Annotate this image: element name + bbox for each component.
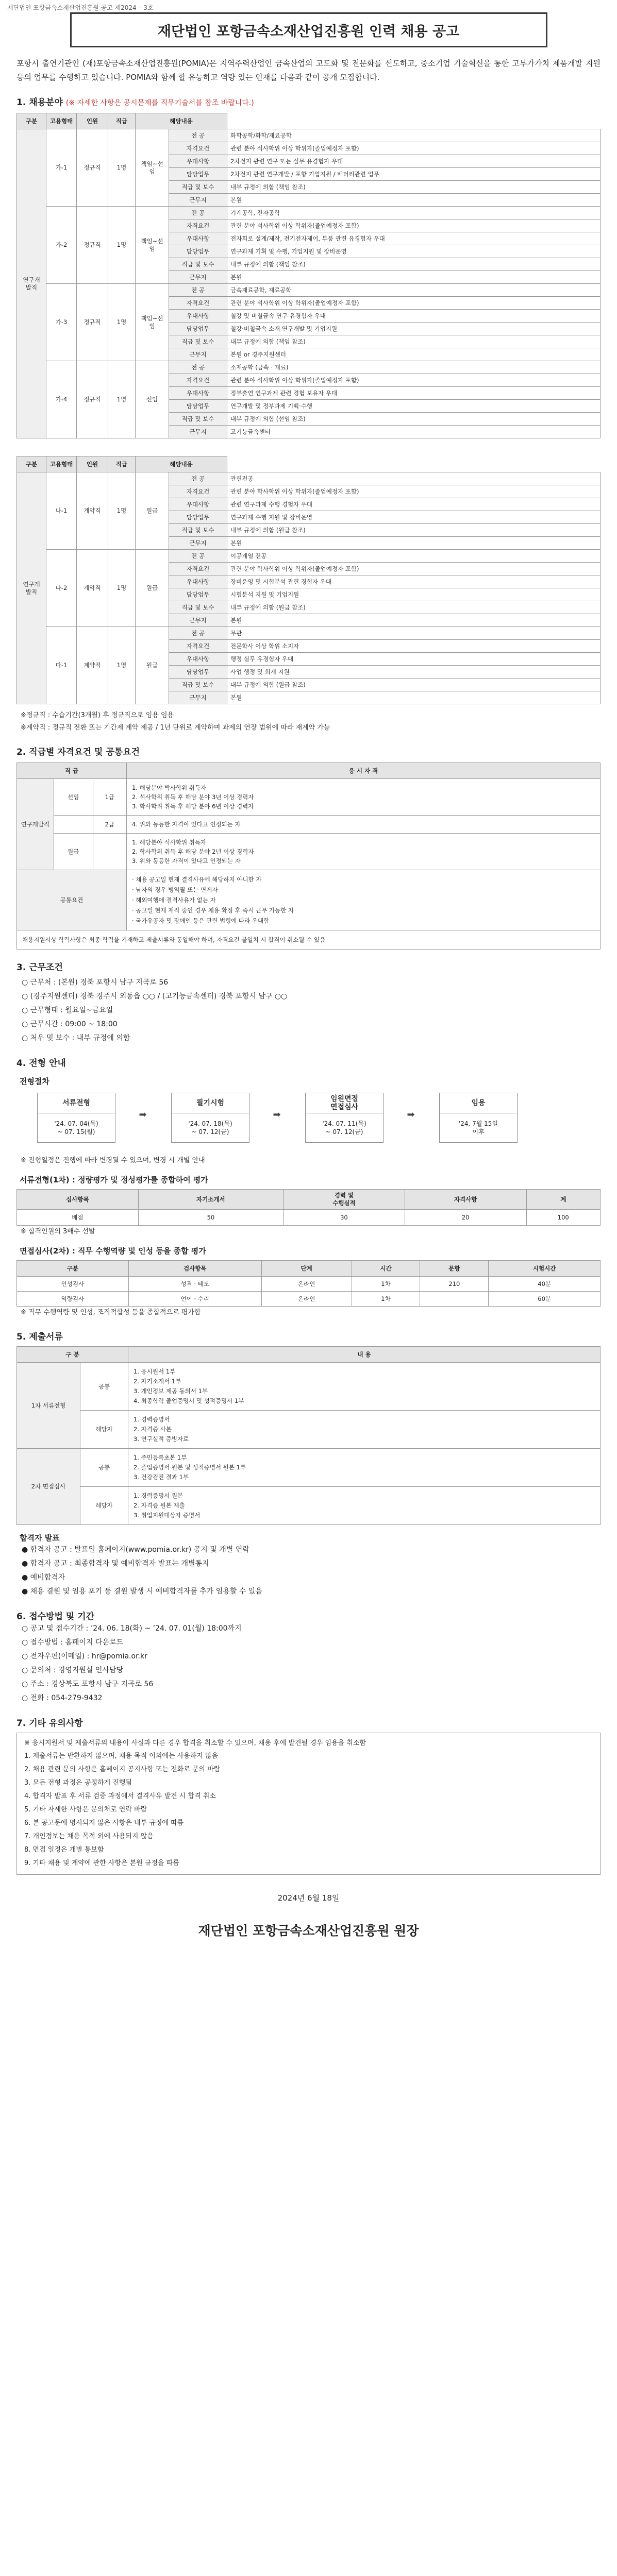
flow-title: 전형절차	[20, 1077, 49, 1086]
flow-step-name: 임용	[440, 1093, 517, 1113]
column-header: 직급	[108, 456, 136, 472]
apply-info	[16, 1622, 601, 1705]
detail-value: 내부 규정에 의함 (책임 참조)	[227, 335, 601, 348]
detail-value: 2차전지 관련 연구 또는 실무 유경험자 우대	[227, 155, 601, 168]
detail-value: 화학공학/화학/재료공학	[227, 129, 601, 142]
column-header: 고용형태	[46, 456, 77, 472]
column-header: 구분	[17, 1261, 129, 1277]
misc-item: 6. 본 공고문에 명시되지 않은 사항은 내부 규정에 따름	[24, 1819, 184, 1827]
detail-value: 무관	[227, 627, 601, 640]
position-code: 다-1	[46, 627, 77, 704]
column-header: 직 급	[17, 763, 127, 779]
doc-list: 1. 경력증명서 2. 자격증 사본 3. 연구실적 증빙자료	[128, 1411, 601, 1449]
detail-label: 직급 및 보수	[169, 335, 227, 348]
group-label: 연구개발직	[17, 472, 46, 704]
grade: 책임~선임	[136, 207, 169, 284]
misc-item: 1. 제출서류는 반환하지 않으며, 채용 목적 이외에는 사용하지 않음	[24, 1752, 219, 1760]
detail-label: 우대사항	[169, 498, 227, 511]
table-row	[17, 1210, 601, 1226]
detail-label: 직급 및 보수	[169, 413, 227, 426]
doc-screen-note: ※ 합격인원의 3배수 선발	[21, 1228, 95, 1235]
note-row	[17, 930, 601, 950]
column-header: 내 용	[128, 1347, 601, 1363]
qualification-table	[16, 762, 601, 950]
headcount: 1명	[108, 472, 136, 550]
section-5-heading: 5. 제출서류	[16, 1332, 63, 1342]
detail-value: 내부 규정에 의함 (책임 참조)	[227, 181, 601, 194]
column-header: 직급	[108, 113, 136, 129]
misc-item: 4. 합격자 발표 후 서류 검증 과정에서 결격사유 발견 시 합격 취소	[24, 1792, 216, 1800]
headcount: 1명	[108, 361, 136, 438]
work-item: ○ 근무처 : (본원) 경북 포항시 남구 지곡로 56	[22, 978, 169, 987]
qual-table	[16, 762, 601, 950]
table-row	[17, 284, 601, 297]
headcount: 1명	[108, 207, 136, 284]
detail-value: 연구과제 기획 및 수행, 기업지원 및 장비운영	[227, 245, 601, 258]
position-code: 가-4	[46, 361, 77, 438]
arrow-icon: ➡	[273, 1109, 281, 1120]
detail-value: 관련 연구과제 수행 경험자 우대	[227, 498, 601, 511]
detail-label: 자격요건	[169, 485, 227, 498]
header-row	[17, 456, 601, 472]
cell: 언어 · 수리	[128, 1292, 261, 1307]
section-7-heading: 7. 기타 유의사항	[16, 1718, 83, 1728]
results-title: 합격자 발표	[20, 1533, 60, 1543]
interview-table	[16, 1260, 601, 1307]
detail-label: 전 공	[169, 207, 227, 219]
employment-type: 계약직	[77, 627, 108, 704]
detail-label: 근무지	[169, 614, 227, 627]
group-label: 연구개발직	[17, 779, 54, 870]
misc-item: 3. 모든 전형 과정은 공정하게 진행됨	[24, 1779, 132, 1787]
detail-value: 철강·비철금속 소재 연구개발 및 기업지원	[227, 323, 601, 335]
detail-value: 내부 규정에 의함 (원급 참조)	[227, 524, 601, 537]
results-list	[16, 1543, 601, 1599]
detail-label: 직급 및 보수	[169, 258, 227, 271]
doc-screen-label: 서류전형(1차) : 정량평가 및 정성평가를 종합하여 평가	[20, 1175, 208, 1184]
column-header: 심사항목	[17, 1190, 139, 1210]
table-row	[17, 627, 601, 640]
grade: 책임~선임	[136, 284, 169, 361]
employment-type: 정규직	[77, 284, 108, 361]
detail-value: 연구과제 수행 지원 및 장비운영	[227, 511, 601, 524]
table-row	[17, 834, 601, 870]
table-note: ※계약직 : 정규직 전환 또는 기간제 계약 제공 / 1년 단위로 계약하며 과제의 연장 범위에 따라 재계약 가능	[21, 724, 330, 732]
doc-list: 1. 응시원서 1부 2. 자기소개서 1부 3. 개인정보 제공 동의서 1부 4. 최종학력 졸업증명서 및 성적증명서 1부	[128, 1363, 601, 1411]
header-row	[17, 113, 601, 129]
apply-item: ○ 문의처 : 경영지원실 인사담당	[22, 1666, 124, 1674]
requirement: 1. 해당분야 박사학위 취득자 2. 석사학위 취득 후 해당 분야 3년 이상 경력자 3. 학사학위 취득 후 해당 분야 6년 이상 경력자	[127, 779, 601, 816]
grade: 선임	[136, 361, 169, 438]
table-row	[17, 816, 601, 834]
detail-value: 관련 분야 석사학위 이상 학위자(졸업예정자 포함)	[227, 142, 601, 155]
column-header: 시험시간	[489, 1261, 601, 1277]
column-header: 인원	[77, 113, 108, 129]
detail-label: 우대사항	[169, 310, 227, 323]
header-row	[17, 1261, 601, 1277]
notice-title: 재단법인 포항금속소재산업진흥원 인력 채용 공고	[70, 12, 547, 47]
detail-label: 자격요건	[169, 142, 227, 155]
flow-step-date: '24. 07. 18(목) ~ 07. 12(금)	[188, 1120, 232, 1136]
misc-item: 2. 채용 관련 문의 사항은 홈페이지 공지사항 또는 전화로 문의 바람	[24, 1766, 221, 1773]
common-item: · 채용 공고일 현재 결격사유에 해당하지 아니한 자	[132, 876, 262, 883]
arrow-icon: ➡	[139, 1109, 147, 1120]
flow-step-date: '24. 07. 11(목) ~ 07. 12(금)	[322, 1120, 366, 1136]
doc-kind: 공통	[80, 1363, 128, 1411]
detail-value: 정부출연 연구과제 관련 경험 보유자 우대	[227, 387, 601, 400]
table-note: ※정규직 : 수습기간(3개월) 후 정규직으로 임용 임용	[21, 711, 174, 719]
common-row	[17, 870, 601, 930]
column-header: 구분	[17, 113, 46, 129]
flow-note: ※ 전형일정은 진행에 따라 변경될 수 있으며, 변경 시 개별 안내	[21, 1157, 205, 1164]
recruit-table-1	[16, 113, 601, 438]
detail-label: 직급 및 보수	[169, 524, 227, 537]
flow-step-date: '24. 7월 15일 이후	[458, 1120, 498, 1136]
employment-type: 정규직	[77, 207, 108, 284]
doc-screen-table	[16, 1189, 601, 1226]
table-row	[17, 1292, 601, 1307]
detail-label: 전 공	[169, 361, 227, 374]
cell: 1차	[352, 1277, 420, 1292]
table-row	[17, 1363, 601, 1411]
flow-step	[171, 1093, 249, 1143]
detail-value: 사업 행정 및 회계 지원	[227, 666, 601, 679]
detail-value: 본원	[227, 691, 601, 704]
detail-value: 전문학사 이상 학위 소지자	[227, 640, 601, 653]
column-header: 자기소개서	[138, 1190, 283, 1210]
work-item: ○ (경주지원센터) 경북 경주시 외동읍 ○○ / (고기능금속센터) 경북 포항시 남구 ○○	[22, 992, 288, 1001]
common-item: · 공고일 현재 재직 중인 경우 채용 확정 후 즉시 근무 가능한 자	[132, 907, 294, 914]
flow-step	[37, 1093, 115, 1143]
detail-value: 본원 or 경주지원센터	[227, 348, 601, 361]
detail-label: 전 공	[169, 550, 227, 563]
cell: 40분	[489, 1277, 601, 1292]
apply-item: ○ 전자우편(이메일) : hr@pomia.or.kr	[22, 1652, 147, 1660]
recruit-table-2	[16, 456, 601, 704]
flow-step-name: 서류전형	[38, 1093, 115, 1113]
table-row	[17, 1277, 601, 1292]
interview-note: ※ 직무 수행역량 및 인성, 조직적합성 등을 종합적으로 평가함	[21, 1309, 201, 1316]
detail-label: 담당업무	[169, 400, 227, 413]
detail-label: 담당업무	[169, 588, 227, 601]
section-1-sub: (※ 자세한 사항은 공시문제를 직무기술서를 참조 바랍니다.)	[65, 99, 254, 107]
section-1-heading	[16, 95, 601, 108]
column-header: 계	[526, 1190, 600, 1210]
misc-list	[24, 1750, 593, 1870]
result-item: ● 예비합격자	[22, 1573, 65, 1582]
detail-label: 전 공	[169, 129, 227, 142]
detail-label: 담당업무	[169, 245, 227, 258]
flow-step	[439, 1093, 518, 1143]
misc-item: 9. 기타 채용 및 계약에 관한 사항은 본원 규정을 따름	[24, 1859, 179, 1867]
headcount: 1명	[108, 284, 136, 361]
detail-label: 담당업무	[169, 323, 227, 335]
group-label: 연구개발직	[17, 129, 46, 438]
detail-value: 전자회로 설계/제작, 전기전자제어, 부품 관련 유경험자 우대	[227, 232, 601, 245]
detail-label: 근무지	[169, 194, 227, 207]
result-item: ● 채용 결원 및 임용 포기 등 결원 발생 시 예비합격자를 추가 임용할 수 있음	[22, 1587, 262, 1596]
detail-value: 관련 분야 학사학위 이상 학위자(졸업예정자 포함)	[227, 485, 601, 498]
section-6-heading: 6. 접수방법 및 기간	[16, 1612, 94, 1622]
column-header: 단계	[261, 1261, 352, 1277]
column-header: 검사항목	[128, 1261, 261, 1277]
flow-step	[305, 1093, 383, 1143]
table-row	[17, 361, 601, 374]
misc-item: 7. 개인정보는 채용 목적 외에 사용되지 않음	[24, 1833, 154, 1840]
work-conditions	[16, 976, 601, 1045]
flow-step-name: 임원면접 면접심사	[306, 1093, 383, 1113]
detail-value: 관련 분야 학사학위 이상 학위자(졸업예정자 포함)	[227, 563, 601, 575]
detail-label: 근무지	[169, 426, 227, 438]
position-code: 가-3	[46, 284, 77, 361]
doc-screen	[16, 1189, 601, 1226]
misc-box	[16, 1733, 601, 1875]
position-code: 나-1	[46, 472, 77, 550]
detail-value: 연구개발 및 정부과제 기획·수행	[227, 400, 601, 413]
misc-item: 5. 기타 자세한 사항은 문의처로 연락 바람	[24, 1806, 147, 1814]
notice-body	[16, 12, 601, 1939]
headcount: 1명	[108, 627, 136, 704]
detail-value: 고기능금속센터	[227, 426, 601, 438]
result-item: ● 합격자 공고 : 최종합격자 및 예비합격자 발표는 개별통지	[22, 1560, 209, 1568]
position-code: 가-2	[46, 207, 77, 284]
column-header: 해당내용	[136, 456, 227, 472]
doc-list: 1. 주민등록초본 1부 2. 졸업증명서 원본 및 성적증명서 원본 1부 3. 건강검진 결과 1부	[128, 1449, 601, 1487]
doc-kind: 해당자	[80, 1411, 128, 1449]
notice-number: 재단법인 포항금속소재산업진흥원 공고 제2024 – 3호	[7, 4, 154, 11]
table-row	[17, 1449, 601, 1487]
detail-value: 관련 분야 석사학위 이상 학위자(졸업예정자 포함)	[227, 219, 601, 232]
section-2-heading: 2. 직급별 자격요건 및 공통요건	[16, 747, 140, 757]
grade: 원급	[136, 550, 169, 627]
work-item: ○ 처우 및 보수 : 내부 규정에 의함	[22, 1034, 130, 1042]
grade: 책임~선임	[136, 129, 169, 207]
common-item: · 국가유공자 및 장애인 등은 관련 법령에 따라 우대함	[132, 917, 270, 924]
position-code: 나-2	[46, 550, 77, 627]
common-item: · 해외여행에 결격사유가 없는 자	[132, 896, 216, 904]
employment-type: 계약직	[77, 550, 108, 627]
score-cell: 30	[284, 1210, 405, 1226]
section-1-title: 1. 채용분야	[16, 97, 63, 108]
score-cell: 100	[526, 1210, 600, 1226]
detail-label: 우대사항	[169, 575, 227, 588]
qual-note: 채용지원서상 학력사항은 최종 학력을 기재하고 제출서류와 동일해야 하며, 자격요건 불일치 시 합격이 취소될 수 있음	[17, 930, 601, 950]
misc-item: 8. 면접 일정은 개별 통보함	[24, 1846, 104, 1854]
detail-label: 자격요건	[169, 219, 227, 232]
cell: 성격 · 태도	[128, 1277, 261, 1292]
employment-type: 정규직	[77, 361, 108, 438]
detail-label: 우대사항	[169, 232, 227, 245]
table-row	[17, 472, 601, 485]
section-4-heading: 4. 전형 안내	[16, 1058, 66, 1069]
column-header: 문항	[420, 1261, 489, 1277]
cell: 1차	[352, 1292, 420, 1307]
detail-value: 관련 분야 석사학위 이상 학위자(졸업예정자 포함)	[227, 374, 601, 387]
selection-flow	[16, 1093, 601, 1155]
work-item: ○ 근무시간 : 09:00 ~ 18:00	[22, 1020, 118, 1028]
cell	[420, 1292, 489, 1307]
requirement: 4. 위와 동등한 자격이 있다고 인정되는 자	[127, 816, 601, 834]
table-row	[17, 779, 601, 816]
header-row	[17, 1347, 601, 1363]
section-3-heading: 3. 근무조건	[16, 962, 63, 973]
docs	[16, 1346, 601, 1525]
detail-value: 소재공학 (금속 · 재료)	[227, 361, 601, 374]
column-header: 응 시 자 격	[127, 763, 601, 779]
detail-value: 금속재료공학, 재료공학	[227, 284, 601, 297]
detail-value: 이공계열 전공	[227, 550, 601, 563]
detail-label: 근무지	[169, 271, 227, 284]
detail-value: 철강 및 비철금속 연구 유경험자 우대	[227, 310, 601, 323]
recruit-table	[16, 113, 601, 438]
detail-value: 관련전공	[227, 472, 601, 485]
detail-value: 내부 규정에 의함 (원급 참조)	[227, 601, 601, 614]
grade-label	[54, 816, 93, 834]
detail-label: 근무지	[169, 348, 227, 361]
cell: 60분	[489, 1292, 601, 1307]
grade-label: 선임	[54, 779, 93, 816]
cell: 인성검사	[17, 1277, 129, 1292]
detail-value: 기계공학, 전자공학	[227, 207, 601, 219]
requirement: 1. 해당분야 석사학위 취득자 2. 학사학위 취득 후 해당 분야 2년 이상 경력자 3. 위와 동등한 자격이 있다고 인정되는 자	[127, 834, 601, 870]
detail-label: 자격요건	[169, 640, 227, 653]
arrow-icon: ➡	[407, 1109, 415, 1120]
misc-intro: ※ 응시지원서 및 제출서류의 내용이 사실과 다른 경우 합격을 취소할 수 있으며, 채용 후에 발견될 경우 임용을 취소함	[24, 1739, 366, 1747]
common-list	[127, 870, 601, 930]
detail-value: 행정 실무 유경험자 우대	[227, 653, 601, 666]
table-row	[17, 129, 601, 142]
detail-value: 시험분석 지원 및 기업지원	[227, 588, 601, 601]
common-label: 공통요건	[17, 870, 127, 930]
result-item: ● 합격자 공고 : 발표일 홈페이지(www.pomia.or.kr) 공지 및 개별 연락	[22, 1546, 249, 1554]
score-cell: 배점	[17, 1210, 139, 1226]
detail-value: 장비운영 및 시험분석 관련 경험자 우대	[227, 575, 601, 588]
apply-item: ○ 주소 : 경상북도 포항시 남구 지곡로 56	[22, 1680, 154, 1688]
flow-step-name: 필기시험	[172, 1093, 249, 1113]
organization-name: 재단법인 포항금속소재산업진흥원 원장	[198, 1923, 419, 1938]
recruit-table	[16, 456, 601, 704]
detail-label: 직급 및 보수	[169, 679, 227, 691]
score-cell: 20	[405, 1210, 526, 1226]
detail-value: 내부 규정에 의함 (원급 참조)	[227, 679, 601, 691]
detail-label: 담당업무	[169, 511, 227, 524]
flow-step-date: '24. 07. 04(목) ~ 07. 15(월)	[54, 1120, 98, 1136]
grade-level	[93, 834, 126, 870]
employment-type: 정규직	[77, 129, 108, 207]
grade-label: 원급	[54, 834, 93, 870]
detail-value: 내부 규정에 의함 (책임 참조)	[227, 258, 601, 271]
detail-label: 직급 및 보수	[169, 181, 227, 194]
headcount: 1명	[108, 129, 136, 207]
score-cell: 50	[138, 1210, 283, 1226]
cell: 온라인	[261, 1277, 352, 1292]
common-item: · 남자의 경우 병역필 또는 면제자	[132, 886, 218, 893]
apply-item: ○ 공고 및 접수기간 : ’24. 06. 18(화) ~ ’24. 07. 01(월) 18:00까지	[22, 1624, 242, 1633]
column-header: 고용형태	[46, 113, 77, 129]
column-header: 시간	[352, 1261, 420, 1277]
column-header: 인원	[77, 456, 108, 472]
intro-paragraph: 포항시 출연기관인 (재)포항금속소재산업진흥원(POMIA)은 지역주력산업인 금속산업의 고도화 및 전문화를 선도하고, 중소기업 기술혁신을 통한 고부가가치 제품개발 지원 등의 업무를 수행하고 있습니다. POMIA와 함께 할 유능하고 역량 있는 인재를 다음과 같이 공개 모집합니다.	[16, 59, 601, 82]
table-row	[17, 1487, 601, 1525]
doc-kind: 공통	[80, 1449, 128, 1487]
table-notes	[16, 709, 601, 734]
detail-label: 자격요건	[169, 563, 227, 575]
table-row	[17, 207, 601, 219]
position-code: 가-1	[46, 129, 77, 207]
header-row	[17, 1190, 601, 1210]
column-header: 구분	[17, 456, 46, 472]
grade: 원급	[136, 472, 169, 550]
detail-label: 자격요건	[169, 297, 227, 310]
detail-label: 담당업무	[169, 168, 227, 181]
cell: 온라인	[261, 1292, 352, 1307]
headcount: 1명	[108, 550, 136, 627]
detail-label: 전 공	[169, 472, 227, 485]
employment-type: 계약직	[77, 472, 108, 550]
detail-value: 내부 규정에 의함 (선임 참조)	[227, 413, 601, 426]
table-row	[17, 1411, 601, 1449]
detail-label: 근무지	[169, 691, 227, 704]
header-row	[17, 763, 601, 779]
grade-level: 1급	[93, 779, 126, 816]
notice-date: 2024년 6월 18일	[277, 1893, 340, 1903]
detail-label: 우대사항	[169, 155, 227, 168]
doc-list: 1. 경력증명서 원본 2. 자격증 원본 제출 3. 취업지원대상자 증명서	[128, 1487, 601, 1525]
work-item: ○ 근무형태 : 월요일~금요일	[22, 1006, 113, 1014]
stage-label: 2차 면접심사	[17, 1449, 80, 1525]
apply-item: ○ 접수방법 : 홈페이지 다운로드	[22, 1638, 124, 1647]
column-header: 구 분	[17, 1347, 128, 1363]
column-header: 자격사항	[405, 1190, 526, 1210]
detail-value: 본원	[227, 537, 601, 550]
grade: 원급	[136, 627, 169, 704]
stage-label: 1차 서류전형	[17, 1363, 80, 1449]
detail-label: 우대사항	[169, 387, 227, 400]
column-header: 해당내용	[136, 113, 227, 129]
cell: 역량검사	[17, 1292, 129, 1307]
detail-value: 본원	[227, 614, 601, 627]
detail-label: 직급 및 보수	[169, 601, 227, 614]
detail-value: 2차전지 관련 연구개발 / 포항 기업지원 / 배터리관련 업무	[227, 168, 601, 181]
detail-label: 전 공	[169, 284, 227, 297]
detail-label: 우대사항	[169, 653, 227, 666]
detail-label: 자격요건	[169, 374, 227, 387]
detail-value: 본원	[227, 194, 601, 207]
detail-label: 근무지	[169, 537, 227, 550]
table-row	[17, 550, 601, 563]
detail-label: 담당업무	[169, 666, 227, 679]
cell: 210	[420, 1277, 489, 1292]
interview	[16, 1260, 601, 1307]
apply-item: ○ 전화 : 054-279-9432	[22, 1694, 103, 1702]
grade-level: 2급	[93, 816, 126, 834]
submission-docs-table	[16, 1346, 601, 1525]
interview-label: 면접심사(2차) : 직무 수행역량 및 인성 등을 종합 평가	[20, 1246, 206, 1256]
detail-value: 본원	[227, 271, 601, 284]
column-header: 경력 및 수행실적	[284, 1190, 405, 1210]
doc-kind: 해당자	[80, 1487, 128, 1525]
detail-label: 전 공	[169, 627, 227, 640]
detail-value: 관련 분야 석사학위 이상 학위자(졸업예정자 포함)	[227, 297, 601, 310]
